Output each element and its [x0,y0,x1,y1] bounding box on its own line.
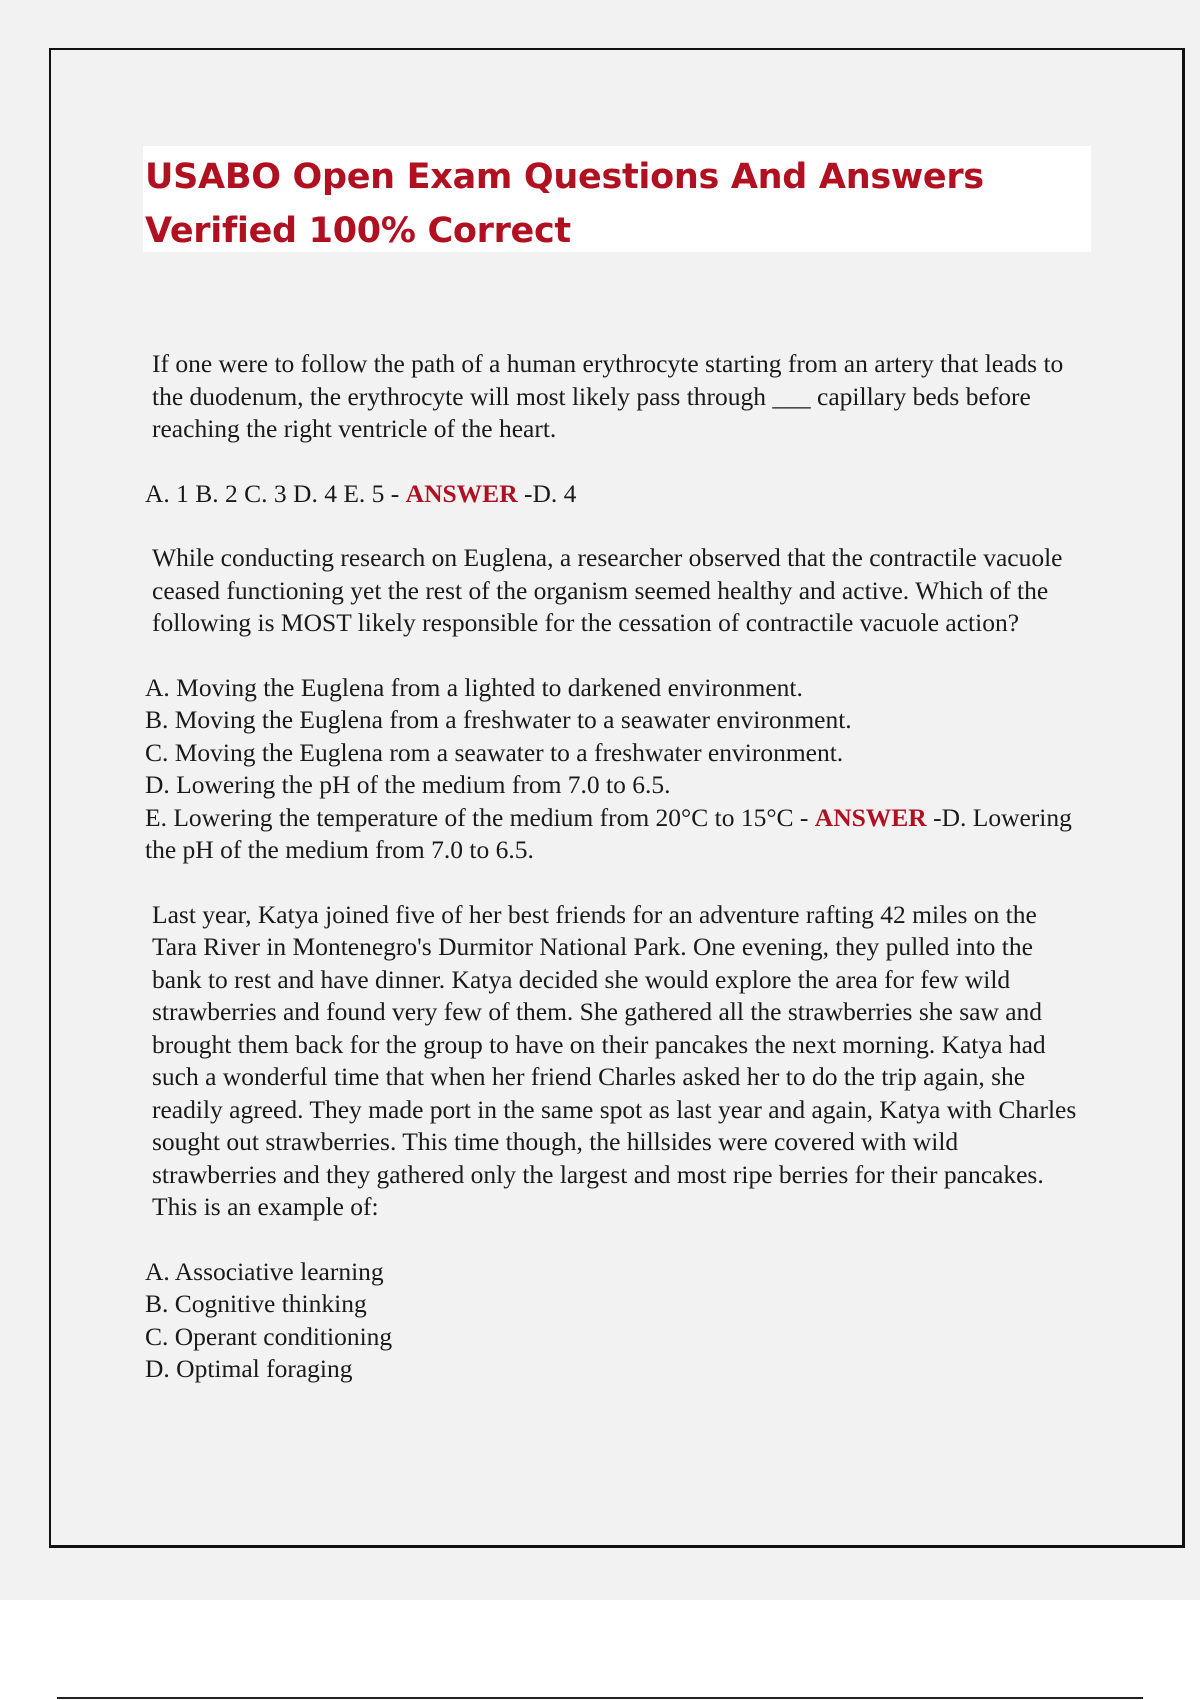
option-e: E. Lowering the temperature of the medium from 20°C to 15°C - [145,802,815,832]
answer-label: ANSWER [405,478,518,508]
option-a: A. Associative learning [145,1256,384,1286]
question-1-answer: -D. 4 [517,478,577,508]
question-1-choices: A. 1 B. 2 C. 3 D. 4 E. 5 - [145,478,406,508]
title-line-1: USABO Open Exam Questions And Answers [145,157,984,197]
option-b: B. Cognitive thinking [145,1289,367,1318]
question-1-options [145,478,1085,511]
option-d: D. Lowering the pH of the medium from 7.0 to 6.5. [145,770,671,799]
question-2-options [145,672,1085,867]
question-3-options [145,1256,1085,1386]
document-title [145,150,1085,258]
bottom-divider [57,1697,1143,1699]
question-2-answer: -D. Lowering the pH of the medium from 7.0 to 6.5. [145,802,1072,864]
answer-label: ANSWER [814,802,927,832]
option-c: C. Operant conditioning [145,1321,393,1351]
title-line-2: Verified 100% Correct [145,211,571,251]
question-2-text: While conducting research on Euglena, a researcher observed that the contractile vacuole ceased functioning yet the rest of the organism seemed healthy and active. Which of the following is MOST likely responsible for the cessation of contractile vacuole action? [152,543,1063,637]
option-c: C. Moving the Euglena rom a seawater to a freshwater environment. [145,737,844,767]
option-d: D. Optimal foraging [145,1354,353,1383]
document-content [145,348,1085,1418]
option-b: B. Moving the Euglena from a freshwater to a seawater environment. [145,705,852,734]
question-3-text: Last year, Katya joined five of her best friends for an adventure rafting 42 miles on the Tara River in Montenegro's Durmitor National Park. One evening, they pulled into the bank to rest and have dinner. Katya decided she would explore the area for few wild strawberries and found very few of them. She gathered all the strawberries she saw and brought them back for the group to have on their pancakes the next morning. Katya had such a wonderful time that when her friend Charles asked her to do the trip again, she readily agreed. They made port in the same spot as last year and again, Katya with Charles sought out strawberries. This time though, the hillsides were covered with wild strawberries and they gathered only the largest and most ripe berries for their pancakes. This is an example of: [152,899,1077,1221]
option-a: A. Moving the Euglena from a lighted to darkened environment. [145,672,803,702]
question-1-text: If one were to follow the path of a human erythrocyte starting from an artery that leads to the duodenum, the erythrocyte will most likely pass through ___ capillary beds before reaching the right ventricle of the heart. [152,349,1064,443]
